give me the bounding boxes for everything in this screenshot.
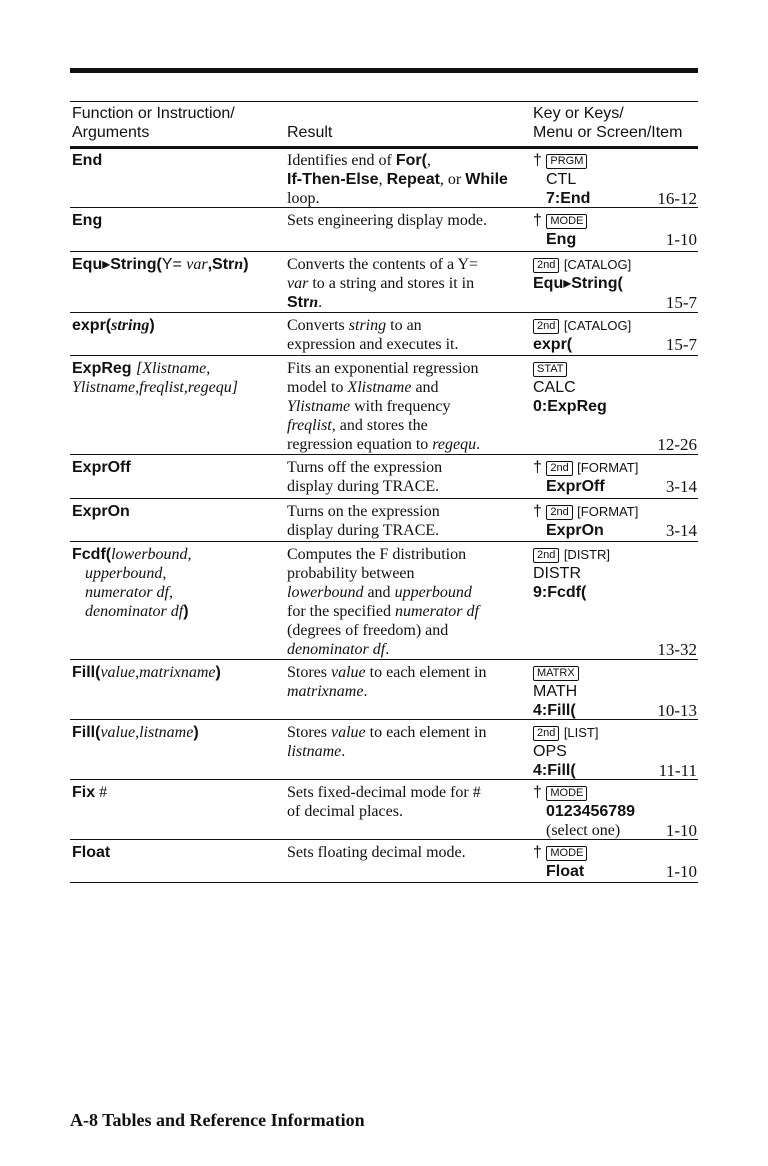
- header-col1: [72, 104, 235, 142]
- table-row: [70, 455, 698, 499]
- function-name: End: [72, 152, 103, 169]
- key-path: † MODE Eng: [533, 211, 698, 249]
- page-ref: 15-7: [665, 293, 697, 312]
- header-col3: [533, 104, 682, 142]
- result-text: Computes the F distribution probability between lowerbound and upperbound for the specified numerator df (degrees of freedom) and denominator df.: [287, 546, 479, 658]
- function-name: Float: [72, 844, 111, 861]
- reference-table: [70, 148, 698, 883]
- function-name: Fill(value,matrixname): [72, 664, 221, 681]
- key-path: † MODE 0123456789 (select one): [533, 784, 635, 839]
- page-ref: 1-10: [665, 862, 697, 881]
- table-row: [70, 720, 698, 780]
- result-text: Stores value to each element in matrixname.: [287, 664, 487, 700]
- result-text: Identifies end of For(, If-Then-Else, Repeat, or While loop.: [287, 152, 508, 207]
- page-ref: 15-7: [665, 335, 697, 354]
- page-ref: 1-10: [665, 230, 697, 249]
- page-ref: 10-13: [657, 701, 697, 720]
- result-text: Stores value to each element in listname.: [287, 724, 487, 760]
- table-row: [70, 313, 698, 356]
- table-row: [70, 252, 698, 313]
- result-text: Fits an exponential regression model to Xlistname and Ylistname with frequency freqlist, and stores the regression equation to regequ.: [287, 360, 481, 453]
- function-name: Eng: [72, 212, 103, 229]
- key-path: 2nd [LIST] OPS 4:Fill(: [533, 725, 599, 779]
- table-row: [70, 780, 698, 840]
- page-footer: A-8 Tables and Reference Information: [70, 1110, 365, 1130]
- second-key: 2nd: [546, 461, 572, 476]
- second-key: 2nd: [533, 258, 559, 273]
- prgm-key: PRGM: [546, 154, 587, 169]
- page-ref: 3-14: [665, 477, 697, 496]
- header-col1-line2: Arguments: [72, 124, 150, 141]
- dagger-mark: †: [533, 152, 542, 169]
- header-col3-line1: Key or Keys/: [533, 105, 624, 122]
- header-col1-line1: Function or Instruction/: [72, 105, 235, 122]
- mode-key: MODE: [546, 846, 587, 861]
- result-text: Turns on the expression display during TRACE.: [287, 503, 440, 539]
- function-name: Fill(value,listname): [72, 724, 199, 741]
- key-path: † 2nd [FORMAT] ExprOff: [533, 459, 639, 495]
- key-path: MATRX MATH 4:Fill(: [533, 667, 578, 719]
- table-row: [70, 840, 698, 883]
- second-key: 2nd: [546, 505, 572, 520]
- dagger-mark: †: [533, 503, 542, 520]
- key-path: 2nd [DISTR] DISTR 9:Fcdf(: [533, 547, 611, 601]
- stat-key: STAT: [533, 362, 567, 377]
- page-ref: 12-26: [657, 435, 697, 454]
- result-text: Sets fixed-decimal mode for # of decimal places.: [287, 784, 481, 820]
- table-row: [70, 499, 698, 542]
- key-path: 2nd [CATALOG] expr(: [533, 318, 632, 353]
- table-row: [70, 208, 698, 252]
- page-ref: 13-32: [657, 640, 697, 659]
- result-text: Converts string to an expression and executes it.: [287, 317, 459, 353]
- table-header: [70, 101, 698, 149]
- page-ref: 11-11: [658, 761, 697, 780]
- result-text: Sets engineering display mode.: [287, 212, 487, 229]
- table-row: [70, 148, 698, 208]
- top-rule: [70, 68, 698, 73]
- page-ref: 3-14: [665, 521, 697, 540]
- result-text: Turns off the expression display during TRACE.: [287, 459, 443, 495]
- second-key: 2nd: [533, 319, 559, 334]
- result-text: Sets floating decimal mode.: [287, 844, 466, 861]
- function-name: ExpReg [Xlistname, Ylistname,freqlist,regequ]: [72, 360, 238, 396]
- key-path: 2nd [CATALOG] Equ▸String(: [533, 257, 632, 292]
- second-key: 2nd: [533, 548, 559, 563]
- function-name: Fix #: [72, 784, 108, 801]
- function-name: Fcdf(lowerbound, upperbound, numerator df, denominator df): [72, 546, 192, 620]
- table-row: [70, 356, 698, 455]
- key-path: † 2nd [FORMAT] ExprOn: [533, 503, 639, 539]
- function-name: Equ▸String(Y= var,Strn): [72, 256, 249, 273]
- key-path: STAT CALC 0:ExpReg: [533, 363, 607, 415]
- dagger-mark: †: [533, 212, 542, 229]
- dagger-mark: †: [533, 784, 542, 801]
- key-path: † PRGM CTL 7:End: [533, 152, 591, 207]
- function-name: expr(string): [72, 317, 155, 334]
- table-row: [70, 660, 698, 720]
- function-name: ExprOn: [72, 503, 130, 520]
- mode-key: MODE: [546, 214, 587, 229]
- mode-key: MODE: [546, 786, 587, 801]
- dagger-mark: †: [533, 844, 542, 861]
- dagger-mark: †: [533, 459, 542, 476]
- page-ref: 1-10: [665, 821, 697, 840]
- table-row: [70, 542, 698, 660]
- second-key: 2nd: [533, 726, 559, 741]
- result-text: Converts the contents of a Y= var to a string and stores it in Strn.: [287, 256, 479, 311]
- matrx-key: MATRX: [533, 666, 579, 681]
- key-path: † MODE Float: [533, 843, 698, 881]
- page-ref: 16-12: [657, 189, 697, 208]
- header-col3-line2: Menu or Screen/Item: [533, 124, 683, 141]
- header-col2: Result: [287, 124, 333, 141]
- function-name: ExprOff: [72, 459, 131, 476]
